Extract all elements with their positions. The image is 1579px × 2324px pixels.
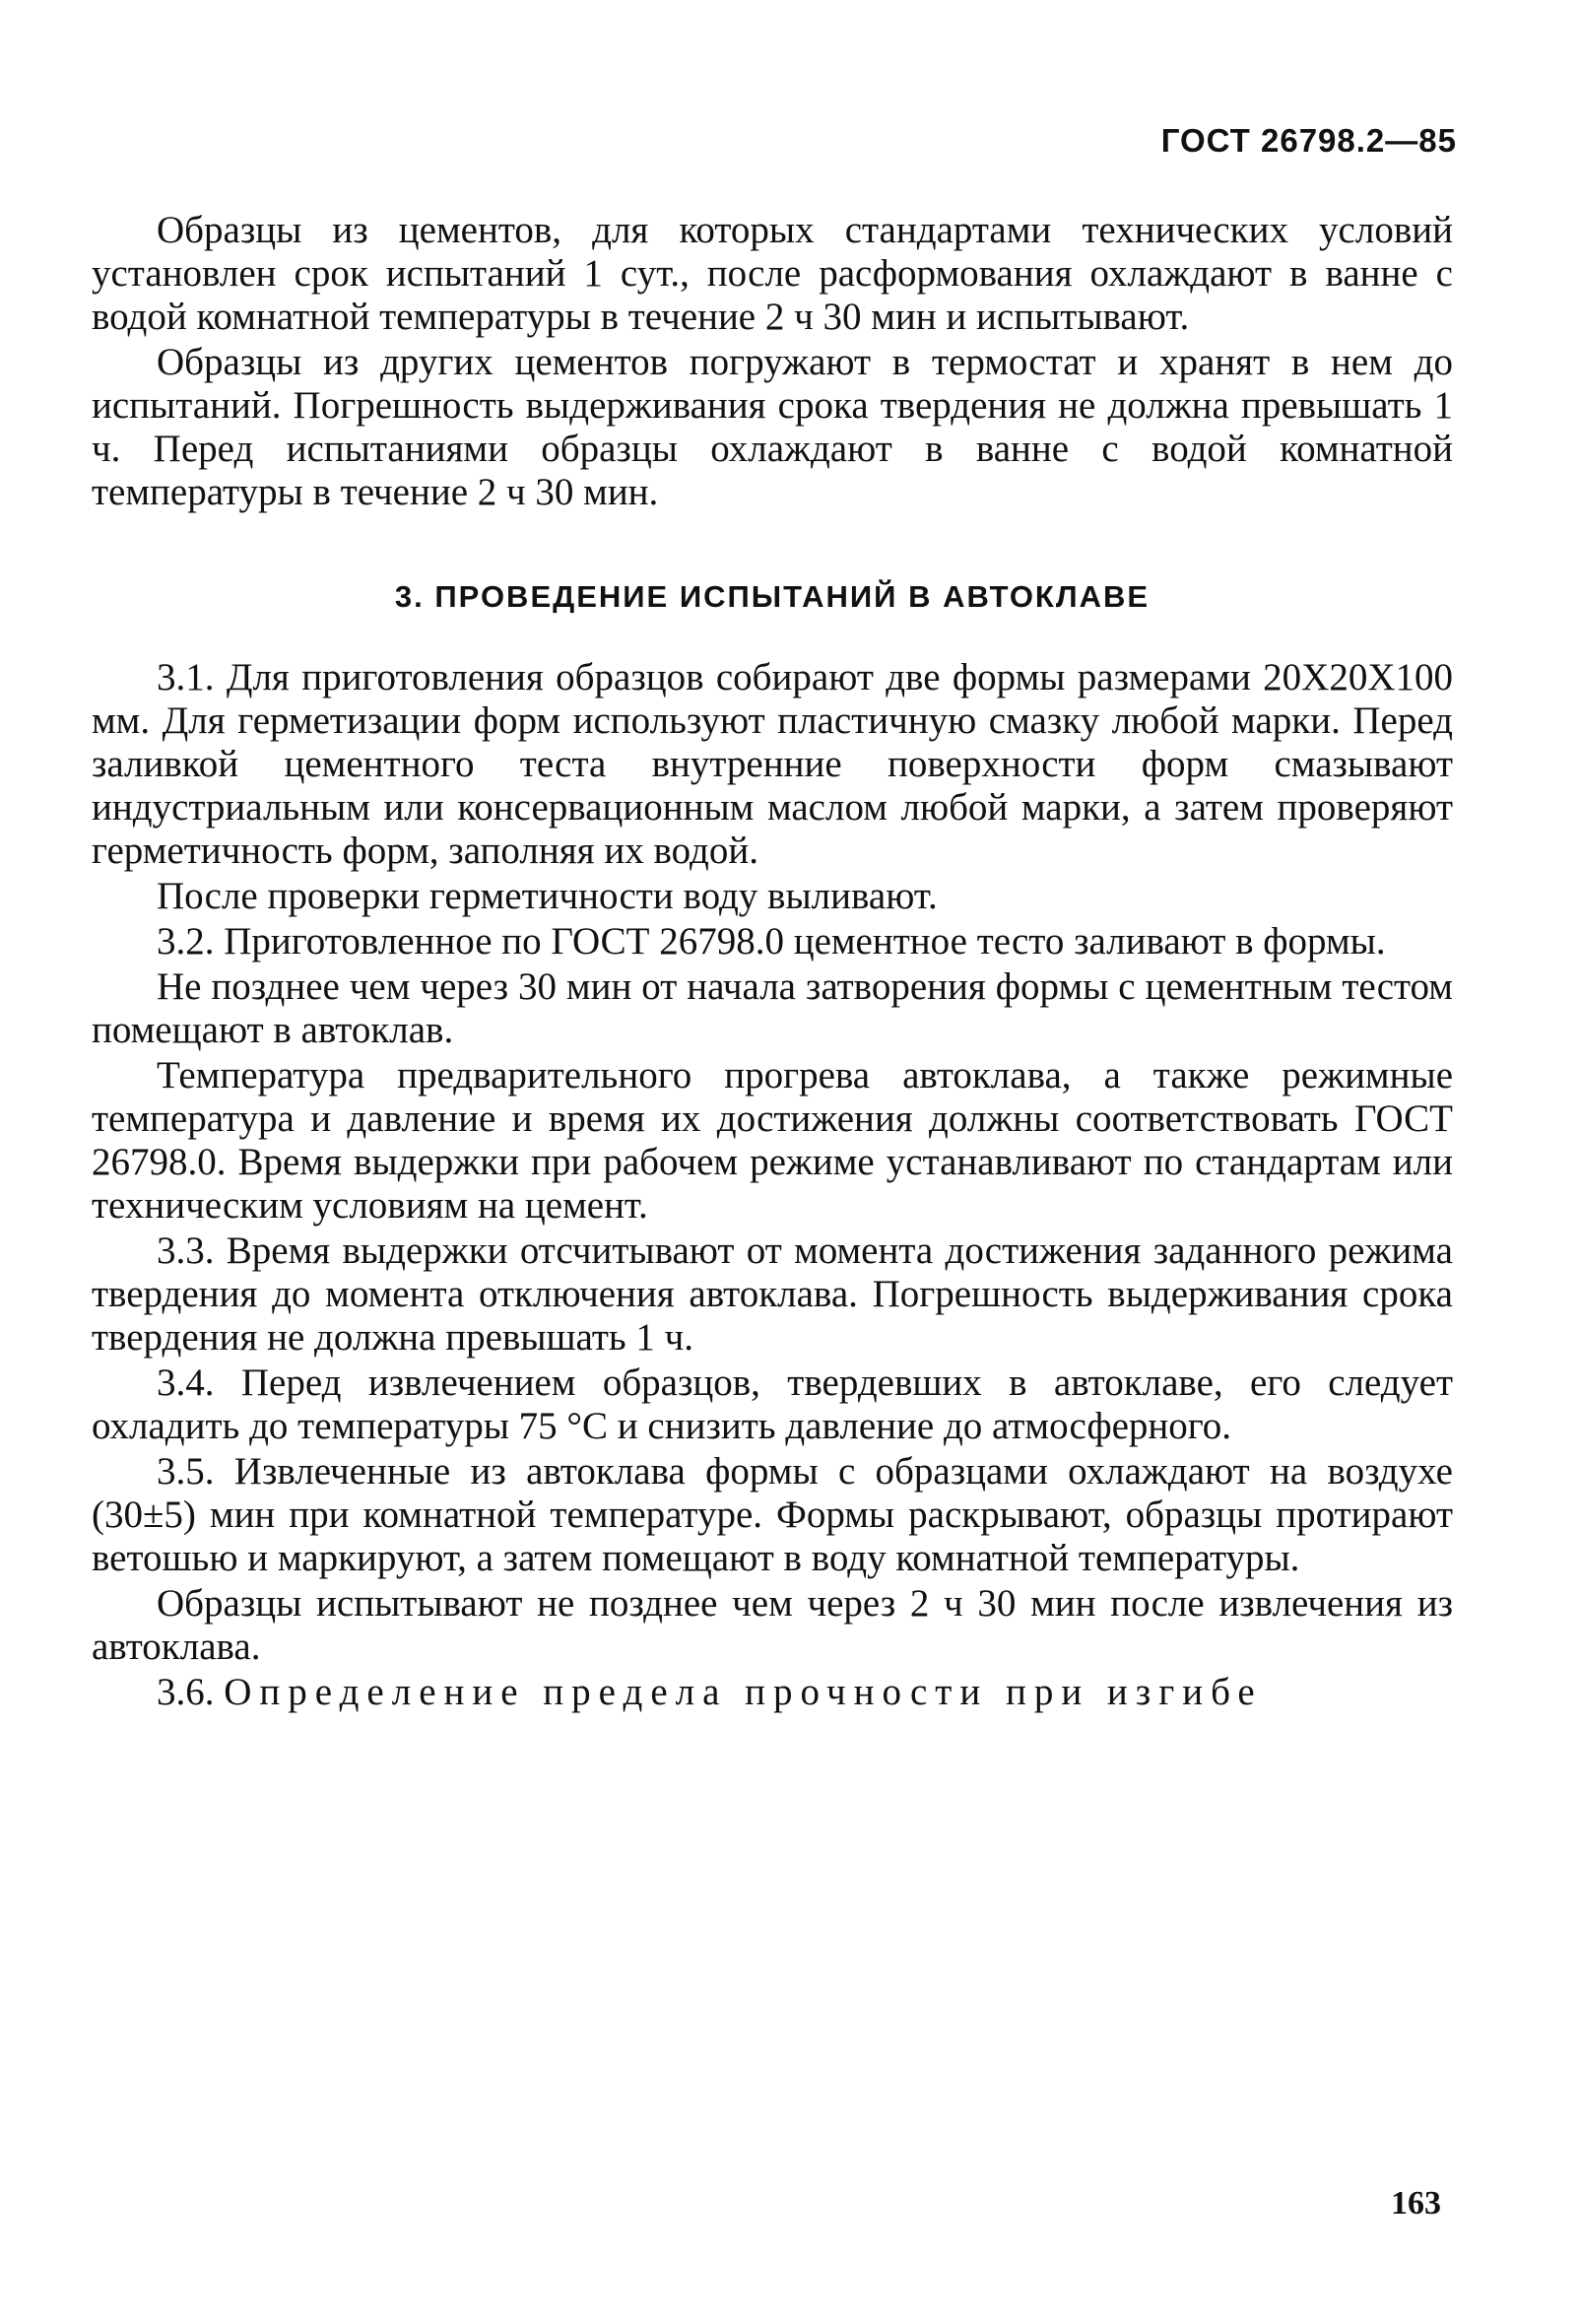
paragraph-after-check: После проверки герметичности воду выливают. xyxy=(157,875,938,917)
item-3-6-title: Определение предела прочности при изгибе xyxy=(224,1671,1263,1713)
paragraph-3-6 xyxy=(92,1671,1453,1714)
standard-header: ГОСТ 26798.2—85 xyxy=(1160,122,1457,159)
paragraph-temperature: Температура предварительного прогрева автоклава, а также режимные температура и давление и время их достижения должны соответствовать ГОСТ 26798.0. Время выдержки при рабочем режиме устанавливают по стандартам или техническим условиям на цемент. xyxy=(92,1054,1453,1227)
paragraph-testing: Образцы испытывают не позднее чем через 2 ч 30 мин после извлечения из автоклава. xyxy=(92,1582,1453,1668)
paragraph-3-2: 3.2. Приготовленное по ГОСТ 26798.0 цементное тесто заливают в формы. xyxy=(157,920,1386,963)
paragraph-3-3: 3.3. Время выдержки отсчитывают от момента достижения заданного режима твердения до момента отключения автоклава. Погрешность выдерживания срока твердения не должна превышать 1 ч. xyxy=(92,1229,1453,1359)
paragraph-3-1: 3.1. Для приготовления образцов собирают две формы размерами 20Х20Х100 мм. Для герметизации форм используют пластичную смазку любой марки. Перед заливкой цементного теста внутренние поверхности форм смазывают индустриальным или консервационным маслом любой марки, а затем проверяют герметичность форм, заполняя их водой. xyxy=(92,656,1453,872)
paragraph-3-4: 3.4. Перед извлечением образцов, твердевших в автоклаве, его следует охладить до температуры 75 °С и снизить давление до атмосферного. xyxy=(92,1361,1453,1447)
paragraph-samples-1day: Образцы из цементов, для которых стандартами технических условий установлен срок испытаний 1 сут., после расформования охлаждают в ванне с водой комнатной температуры в течение 2 ч 30 мин и испытывают. xyxy=(92,209,1453,338)
paragraph-not-later: Не позднее чем через 30 мин от начала затворения формы с цементным тестом помещают в автоклав. xyxy=(92,965,1453,1051)
section-title: 3. ПРОВЕДЕНИЕ ИСПЫТАНИЙ В АВТОКЛАВЕ xyxy=(394,579,1151,614)
paragraph-samples-other: Образцы из других цементов погружают в термостат и хранят в нем до испытаний. Погрешность выдерживания срока твердения не должна превышать 1 ч. Перед испытаниями образцы охлаждают в ванне с водой комнатной температуры в течение 2 ч 30 мин. xyxy=(92,341,1453,513)
document-body xyxy=(92,209,1453,1716)
item-3-6-number: 3.6. xyxy=(157,1671,215,1713)
page-number: 163 xyxy=(1391,2185,1441,2222)
paragraph-3-5: 3.5. Извлеченные из автоклава формы с образцами охлаждают на воздухе (30±5) мин при комнатной температуре. Формы раскрывают, образцы протирают ветошью и маркируют, а затем помещают в воду комнатной температуры. xyxy=(92,1450,1453,1579)
